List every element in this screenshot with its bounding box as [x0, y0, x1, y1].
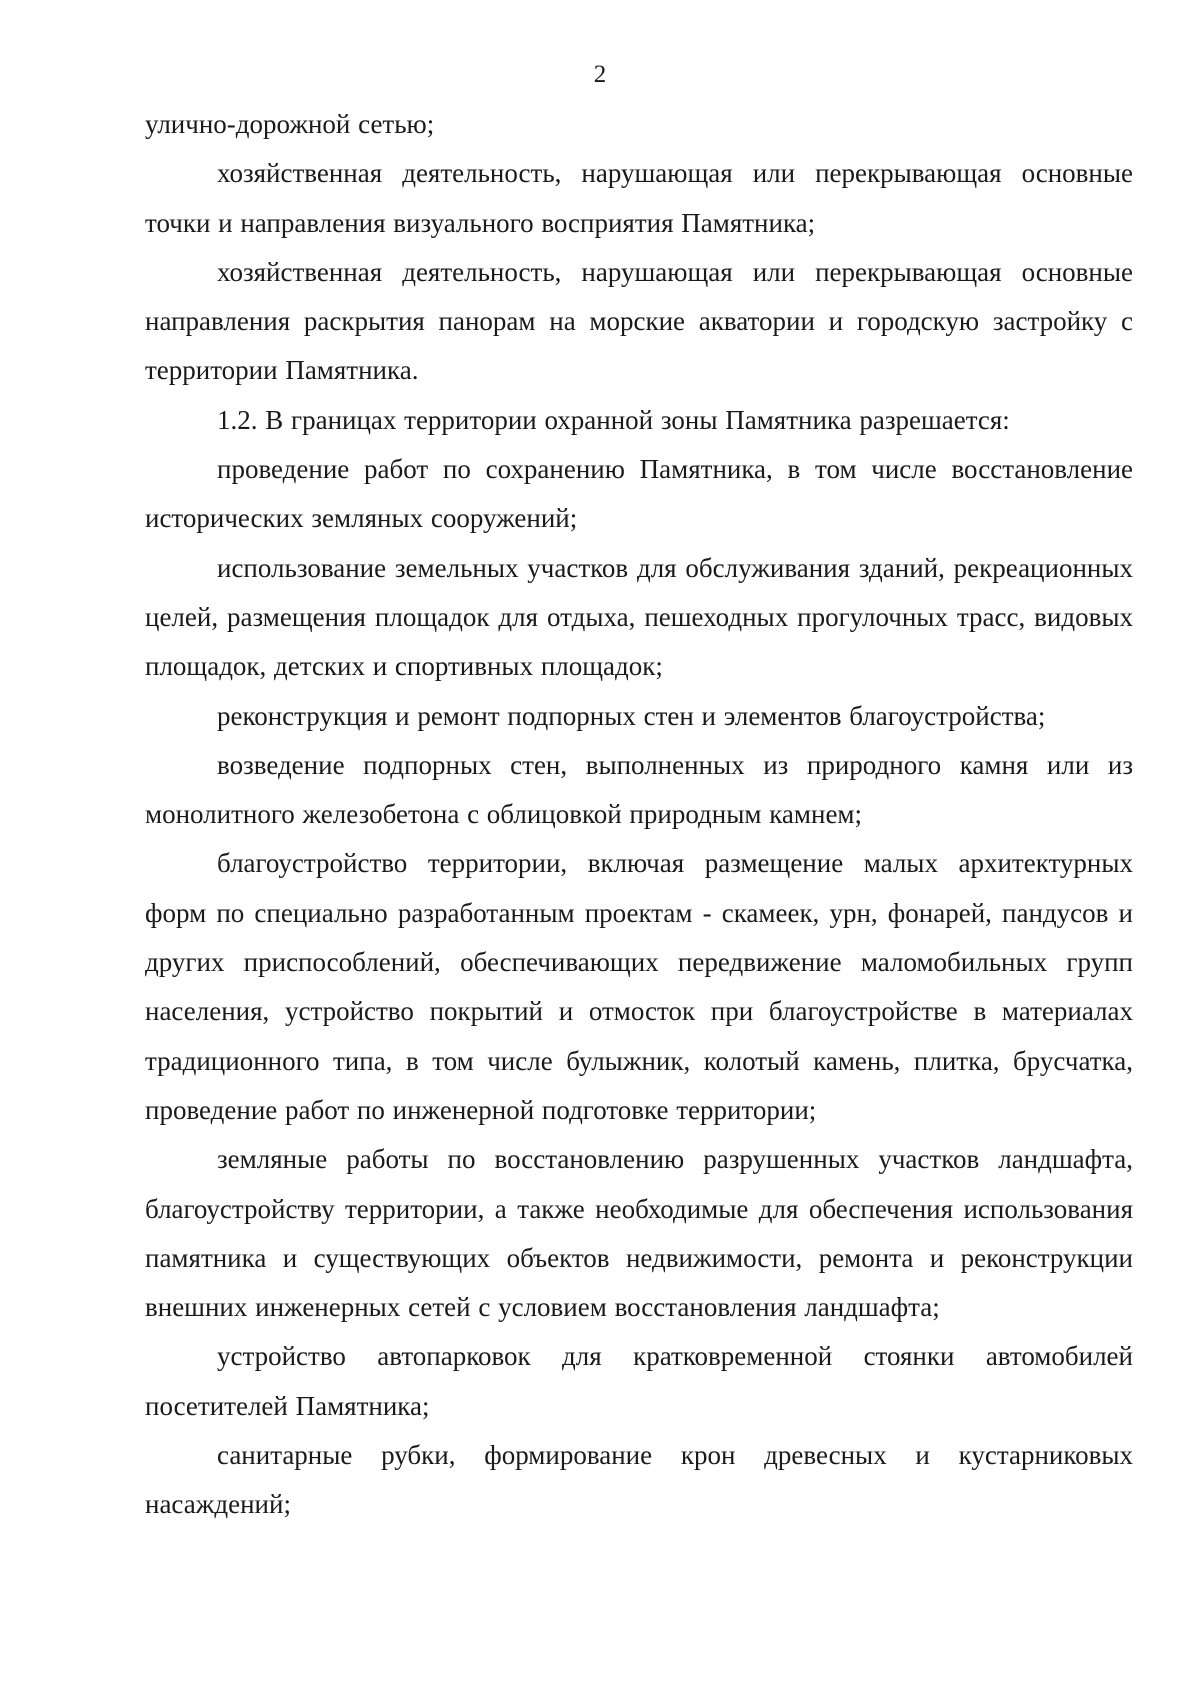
paragraph-earthworks: земляные работы по восстановлению разрушенных участков ландшафта, благоустройству территории, а также необходимые для обеспечения использования памятника и существующих объектов недвижимости, ремонта и реконструкции внешних инженерных сетей с условием восстановления ландшафта;	[145, 1144, 1133, 1323]
paragraph-retaining-walls-repair: реконструкция и ремонт подпорных стен и элементов благоустройства;	[217, 700, 1046, 731]
paragraph-retaining-walls-construction: возведение подпорных стен, выполненных из природного камня или из монолитного железобетона с облицовкой природным камнем;	[145, 749, 1133, 830]
paragraph-landscaping: благоустройство территории, включая размещение малых архитектурных форм по специально разработанным проектам - скамеек, урн, фонарей, пандусов и других приспособлений, обеспечивающих передвижение маломобильных групп населения, устройство покрытий и отмосток при благоустройстве в материалах традиционного типа, в том числе булыжник, колотый камень, плитка, брусчатка, проведение работ по инженерной подготовке территории;	[145, 848, 1133, 1125]
section-heading-1-2: 1.2. В границах территории охранной зоны Памятника разрешается:	[217, 404, 1010, 435]
paragraph-prohibition-visual: хозяйственная деятельность, нарушающая или перекрывающая основные точки и направления визуального восприятия Памятника;	[145, 158, 1133, 238]
page-number: 2	[593, 61, 607, 88]
paragraph-land-use: использование земельных участков для обслуживания зданий, рекреационных целей, размещения площадок для отдыха, пешеходных прогулочных трасс, видовых площадок, детских и спортивных площадок;	[145, 552, 1133, 682]
document-body	[145, 100, 1133, 1530]
paragraph-preservation-works: проведение работ по сохранению Памятника, в том числе восстановление исторических земляных сооружений;	[145, 454, 1133, 534]
paragraph-sanitary-felling: санитарные рубки, формирование крон древесных и кустарниковых насаждений;	[145, 1440, 1133, 1520]
paragraph-parking: устройство автопарковок для кратковременной стоянки автомобилей посетителей Памятника;	[145, 1341, 1133, 1421]
paragraph-continuation: улично-дорожной сетью;	[145, 109, 435, 139]
paragraph-prohibition-panorama: хозяйственная деятельность, нарушающая или перекрывающая основные направления раскрытия панорам на морские акватории и городскую застройку с территории Памятника.	[145, 256, 1133, 386]
